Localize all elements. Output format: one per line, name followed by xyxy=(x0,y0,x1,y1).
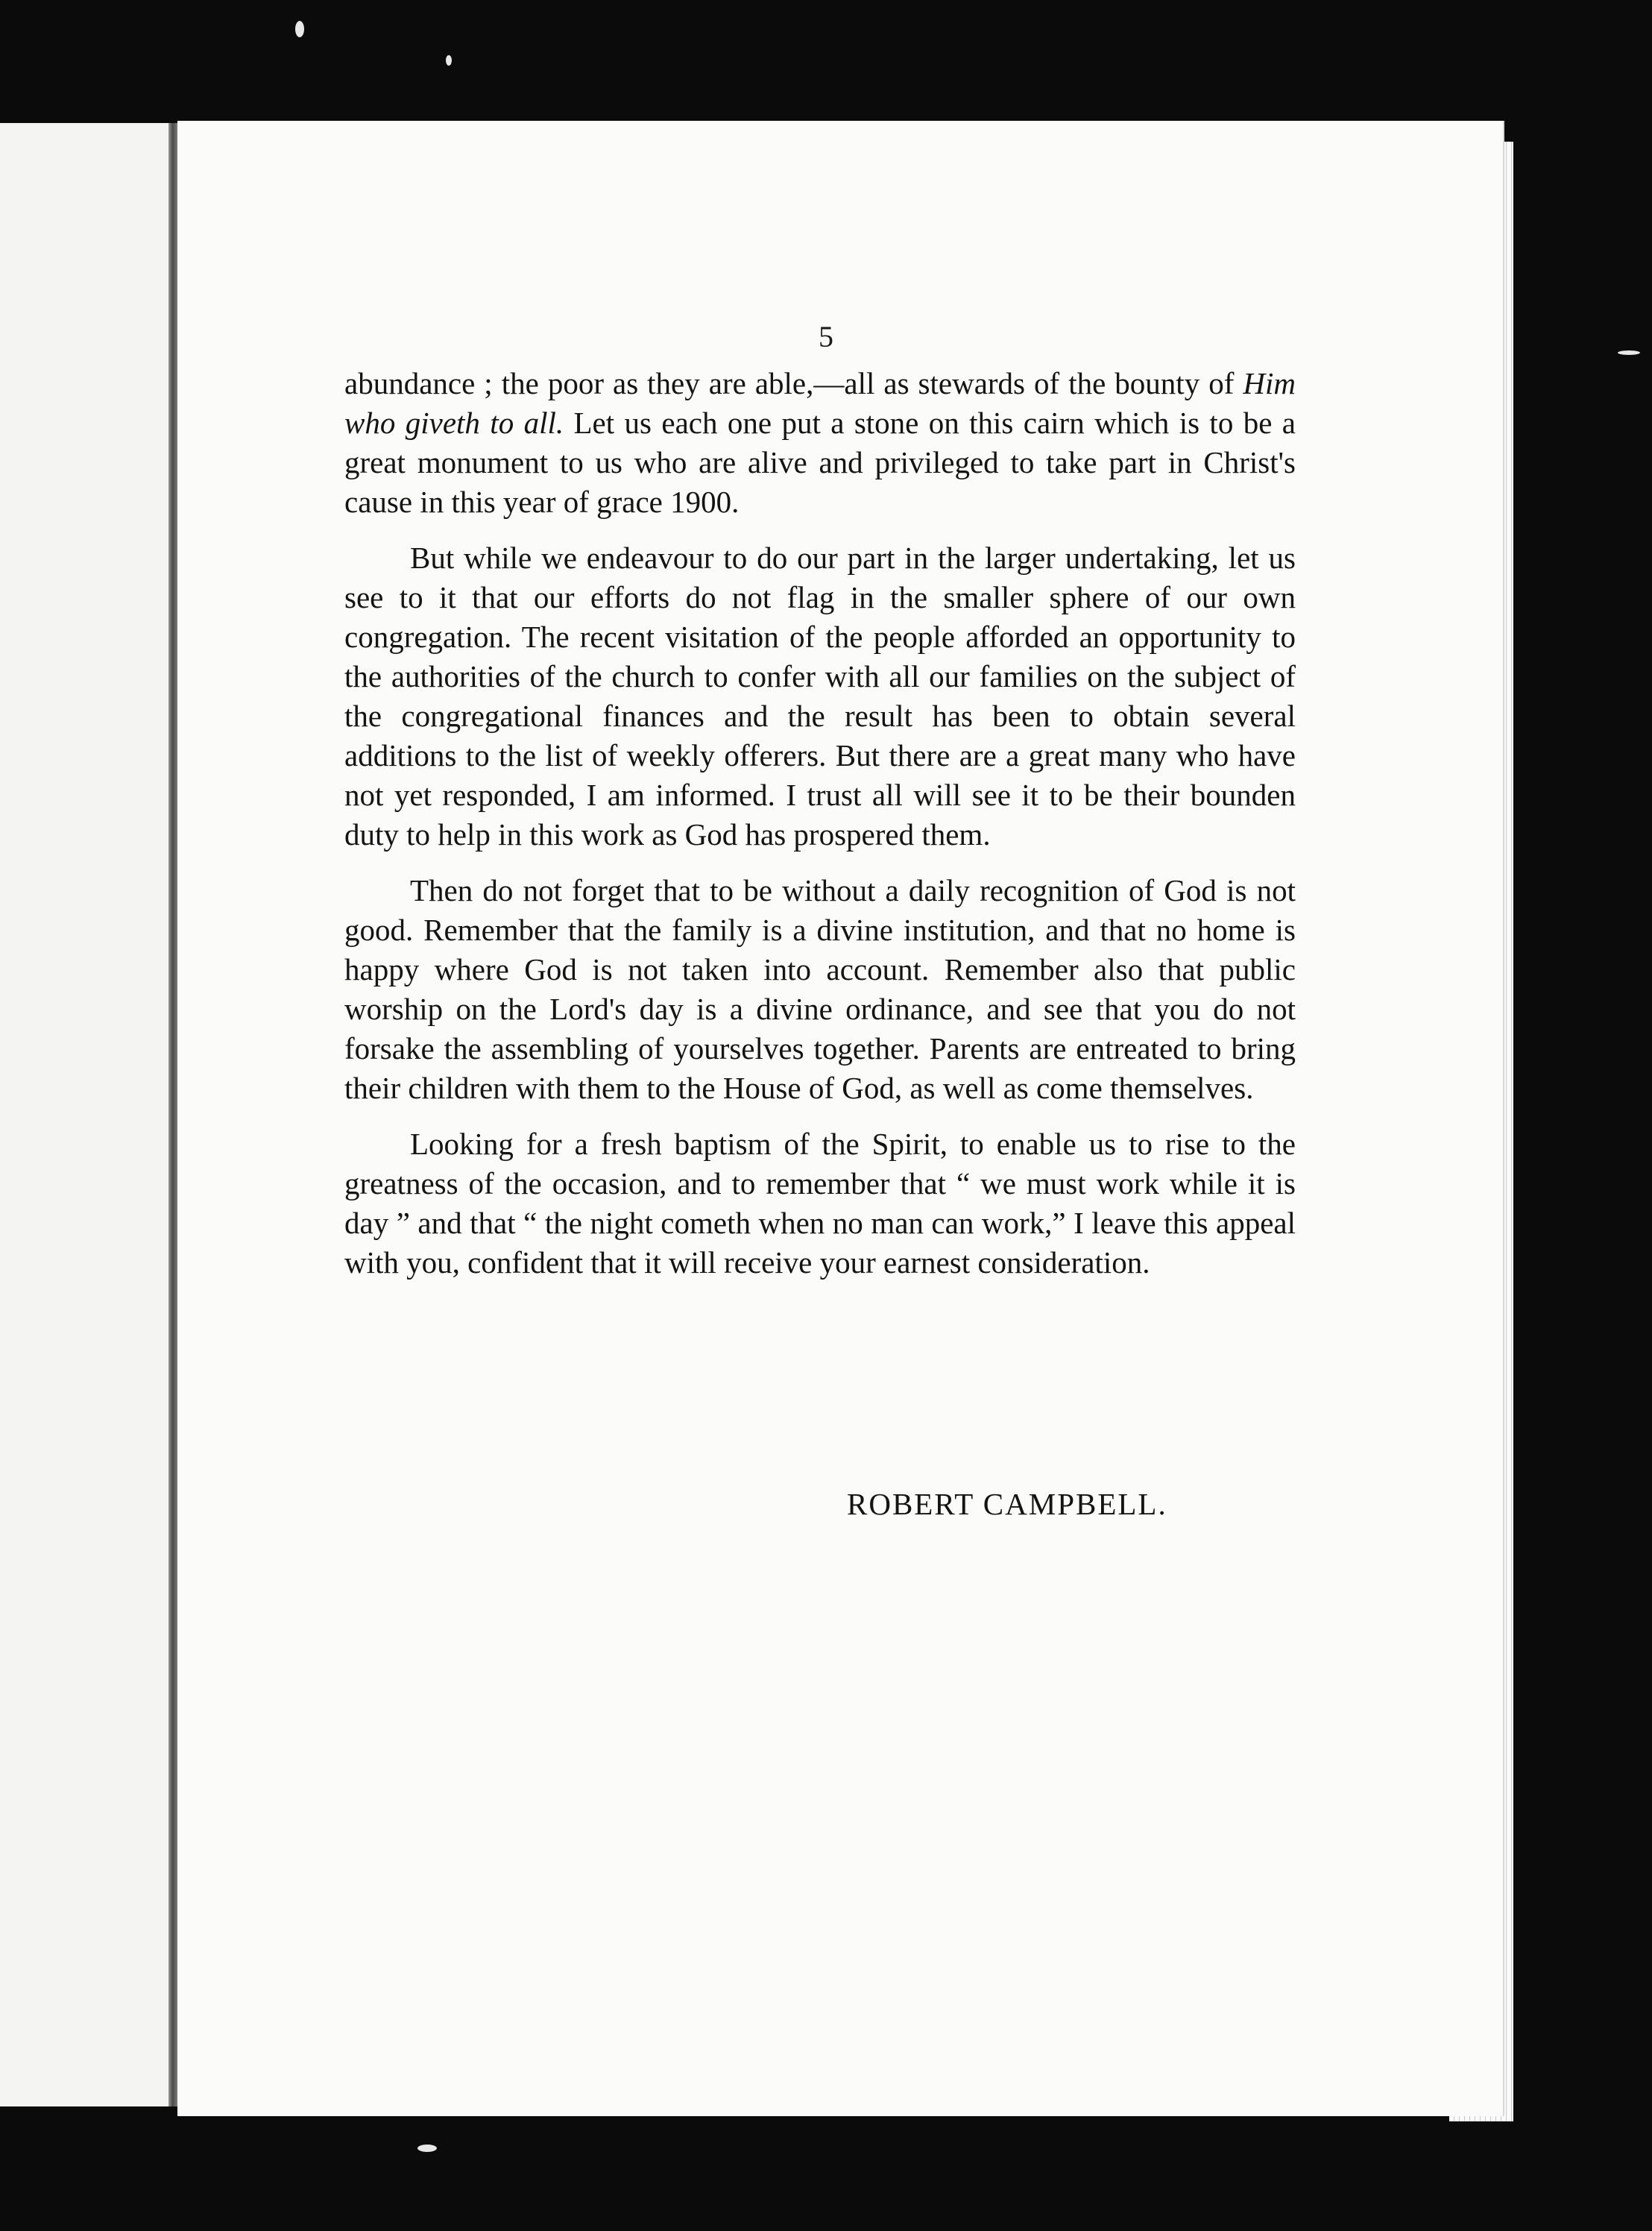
signature: ROBERT CAMPBELL. xyxy=(847,1487,1167,1521)
scan-speck xyxy=(446,55,452,66)
previous-page-edge xyxy=(0,123,179,2106)
scan-speck xyxy=(1618,350,1640,355)
paragraph-3: Then do not forget that to be without a daily recognition of God is not good. Remember that the family is a divine institution, and that no home is happy where God is not taken into account. Remember also that public worship on the Lord's day is a divine ordinance, and see that you do not forsake the assembling of yourselves together. Parents are entreated to bring their children with them to the House of God, as well as come themselves. xyxy=(344,873,1296,1105)
paragraph-1-start: abundance ; the poor as they are able,—all as stewards of the bounty of xyxy=(344,366,1243,400)
scan-speck xyxy=(417,2145,437,2152)
paragraph-1 xyxy=(344,364,1296,522)
scan-speck xyxy=(295,21,304,37)
page-number: 5 xyxy=(819,320,833,353)
body-text xyxy=(344,364,1296,1299)
paragraph-1-italic-phrase: Him who giveth to all. xyxy=(344,366,1296,440)
paragraph-1-end: Let us each one put a stone on this cairn which is to be a great monument to us who are alive and privileged to take part in Christ's cause in this year of grace 1900. xyxy=(344,406,1296,519)
paragraph-2: But while we endeavour to do our part in the larger undertaking, let us see to it that our efforts do not flag in the smaller sphere of our own congregation. The recent visitation of the people afforded an opportunity to the authorities of the church to confer with all our families on the subject of the congregational finances and the result has been to obtain several additions to the list of weekly offerers. But there are a great many who have not yet responded, I am informed. I trust all will see it to be their bounden duty to help in this work as God has prospered them. xyxy=(344,541,1296,852)
paragraph-4: Looking for a fresh baptism of the Spirit, to enable us to rise to the greatness of the occasion, and to remember that “ we must work while it is day ” and that “ the night cometh when no man can work,” I leave this appeal with you, confident that it will receive your earnest consideration. xyxy=(344,1127,1296,1280)
